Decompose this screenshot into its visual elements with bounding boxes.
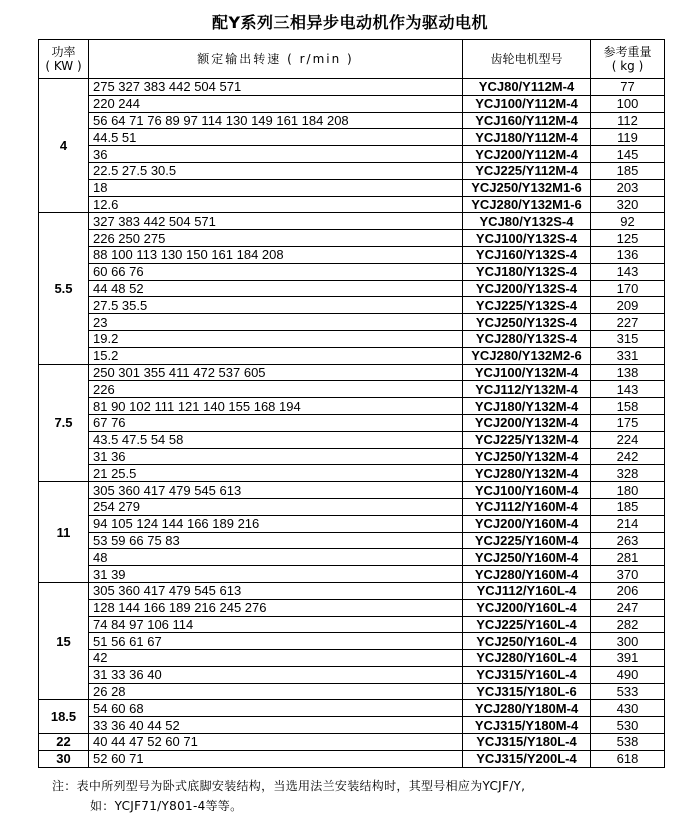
weight-cell: 175 [591,414,665,431]
table-row [39,146,665,163]
model-cell: YCJ180/Y112M-4 [463,129,591,146]
model-cell: YCJ280/Y132S-4 [463,330,591,347]
weight-cell: 618 [591,750,665,767]
table-row [39,431,665,448]
table-row [39,633,665,650]
table-row [39,515,665,532]
weight-cell: 206 [591,582,665,599]
weight-cell: 145 [591,146,665,163]
table-row [39,79,665,96]
model-cell: YCJ315/Y180M-4 [463,717,591,734]
model-cell: YCJ112/Y160M-4 [463,498,591,515]
speed-cell: 27.5 35.5 [89,297,463,314]
weight-cell: 533 [591,683,665,700]
model-cell: YCJ200/Y112M-4 [463,146,591,163]
model-cell: YCJ280/Y132M-4 [463,465,591,482]
table-row [39,129,665,146]
model-cell: YCJ250/Y132S-4 [463,314,591,331]
speed-cell: 94 105 124 144 166 189 216 [89,515,463,532]
table-row [39,465,665,482]
speed-cell: 305 360 417 479 545 613 [89,582,463,599]
table-row [39,280,665,297]
model-cell: YCJ200/Y160L-4 [463,599,591,616]
power-cell: 15 [39,582,89,700]
speed-cell: 51 56 61 67 [89,633,463,650]
table-row [39,650,665,667]
speed-cell: 31 39 [89,566,463,583]
speed-cell: 53 59 66 75 83 [89,532,463,549]
weight-cell: 180 [591,482,665,499]
model-cell: YCJ250/Y132M-4 [463,448,591,465]
table-row [39,532,665,549]
model-cell: YCJ315/Y180L-4 [463,734,591,751]
table-row [39,230,665,247]
table-body [39,79,665,768]
speed-cell: 36 [89,146,463,163]
weight-cell: 300 [591,633,665,650]
model-cell: YCJ315/Y200L-4 [463,750,591,767]
speed-cell: 44.5 51 [89,129,463,146]
model-cell: YCJ100/Y132S-4 [463,230,591,247]
speed-cell: 31 36 [89,448,463,465]
table-row [39,717,665,734]
weight-cell: 315 [591,330,665,347]
header-weight-label: 参考重量 [603,45,652,59]
table-row [39,666,665,683]
model-cell: YCJ250/Y160M-4 [463,549,591,566]
header-weight-unit: ( kg ) [611,59,644,73]
power-cell: 30 [39,750,89,767]
weight-cell: 328 [591,465,665,482]
model-cell: YCJ250/Y132M1-6 [463,179,591,196]
weight-cell: 136 [591,246,665,263]
weight-cell: 430 [591,700,665,717]
table-row [39,616,665,633]
footnote [52,776,692,816]
weight-cell: 247 [591,599,665,616]
model-cell: YCJ280/Y160L-4 [463,650,591,667]
weight-cell: 158 [591,398,665,415]
model-cell: YCJ225/Y160M-4 [463,532,591,549]
weight-cell: 138 [591,364,665,381]
table-row [39,566,665,583]
model-cell: YCJ112/Y160L-4 [463,582,591,599]
weight-cell: 530 [591,717,665,734]
weight-cell: 538 [591,734,665,751]
weight-cell: 281 [591,549,665,566]
table-row [39,381,665,398]
weight-cell: 170 [591,280,665,297]
weight-cell: 100 [591,95,665,112]
model-cell: YCJ250/Y160L-4 [463,633,591,650]
speed-cell: 56 64 71 76 89 97 114 130 149 161 184 208 [89,112,463,129]
table-row [39,347,665,364]
weight-cell: 320 [591,196,665,213]
power-cell: 7.5 [39,364,89,482]
model-cell: YCJ112/Y132M-4 [463,381,591,398]
weight-cell: 125 [591,230,665,247]
table-row [39,683,665,700]
model-cell: YCJ200/Y132S-4 [463,280,591,297]
table-row [39,498,665,515]
header-weight [591,40,665,79]
speed-cell: 22.5 27.5 30.5 [89,162,463,179]
weight-cell: 227 [591,314,665,331]
model-cell: YCJ315/Y180L-6 [463,683,591,700]
weight-cell: 282 [591,616,665,633]
speed-cell: 18 [89,179,463,196]
speed-cell: 128 144 166 189 216 245 276 [89,599,463,616]
table-row [39,314,665,331]
speed-cell: 33 36 40 44 52 [89,717,463,734]
table-row [39,549,665,566]
speed-cell: 81 90 102 111 121 140 155 168 194 [89,398,463,415]
speed-cell: 275 327 383 442 504 571 [89,79,463,96]
speed-cell: 60 66 76 [89,263,463,280]
footnote-line-1: 注：表中所列型号为卧式底脚安装结构，当选用法兰安装结构时，其型号相应为YCJF/Y, [52,779,526,793]
model-cell: YCJ225/Y160L-4 [463,616,591,633]
weight-cell: 77 [591,79,665,96]
speed-cell: 26 28 [89,683,463,700]
weight-cell: 490 [591,666,665,683]
speed-cell: 67 76 [89,414,463,431]
speed-cell: 31 33 36 40 [89,666,463,683]
model-cell: YCJ180/Y132M-4 [463,398,591,415]
weight-cell: 143 [591,263,665,280]
page-title: 配Y系列三相异步电动机作为驱动电机 [211,13,489,32]
power-cell: 11 [39,482,89,583]
table-row [39,482,665,499]
speed-cell: 23 [89,314,463,331]
speed-cell: 43.5 47.5 54 58 [89,431,463,448]
table-row [39,213,665,230]
header-power [39,40,89,79]
speed-cell: 250 301 355 411 472 537 605 [89,364,463,381]
speed-cell: 12.6 [89,196,463,213]
model-cell: YCJ180/Y132S-4 [463,263,591,280]
table-row [39,582,665,599]
weight-cell: 92 [591,213,665,230]
speed-cell: 305 360 417 479 545 613 [89,482,463,499]
model-cell: YCJ225/Y112M-4 [463,162,591,179]
model-cell: YCJ280/Y160M-4 [463,566,591,583]
speed-cell: 88 100 113 130 150 161 184 208 [89,246,463,263]
weight-cell: 209 [591,297,665,314]
weight-cell: 143 [591,381,665,398]
footnote-line-2: 如：YCJF71/Y801-4等等。 [90,799,243,813]
table-row [39,162,665,179]
speed-cell: 52 60 71 [89,750,463,767]
model-cell: YCJ225/Y132S-4 [463,297,591,314]
weight-cell: 263 [591,532,665,549]
table-row [39,330,665,347]
table-row [39,750,665,767]
motor-spec-table [38,39,665,768]
speed-cell: 42 [89,650,463,667]
weight-cell: 185 [591,162,665,179]
speed-cell: 19.2 [89,330,463,347]
weight-cell: 214 [591,515,665,532]
weight-cell: 185 [591,498,665,515]
model-cell: YCJ100/Y132M-4 [463,364,591,381]
model-cell: YCJ200/Y132M-4 [463,414,591,431]
speed-cell: 44 48 52 [89,280,463,297]
header-power-unit: ( KW ) [45,59,82,73]
speed-cell: 74 84 97 106 114 [89,616,463,633]
table-row [39,700,665,717]
weight-cell: 391 [591,650,665,667]
model-cell: YCJ280/Y132M2-6 [463,347,591,364]
speed-cell: 15.2 [89,347,463,364]
table-row [39,364,665,381]
speed-cell: 226 [89,381,463,398]
table-header-row [39,40,665,79]
weight-cell: 203 [591,179,665,196]
power-cell: 5.5 [39,213,89,364]
weight-cell: 331 [591,347,665,364]
power-cell: 18.5 [39,700,89,734]
model-cell: YCJ80/Y112M-4 [463,79,591,96]
table-row [39,196,665,213]
model-cell: YCJ100/Y112M-4 [463,95,591,112]
model-cell: YCJ80/Y132S-4 [463,213,591,230]
speed-cell: 21 25.5 [89,465,463,482]
weight-cell: 370 [591,566,665,583]
speed-cell: 220 244 [89,95,463,112]
speed-cell: 254 279 [89,498,463,515]
table-row [39,95,665,112]
speed-cell: 48 [89,549,463,566]
table-row [39,599,665,616]
table-row [39,246,665,263]
speed-cell: 54 60 68 [89,700,463,717]
table-row [39,112,665,129]
model-cell: YCJ200/Y160M-4 [463,515,591,532]
table-row [39,414,665,431]
model-cell: YCJ160/Y112M-4 [463,112,591,129]
model-cell: YCJ100/Y160M-4 [463,482,591,499]
model-cell: YCJ315/Y160L-4 [463,666,591,683]
weight-cell: 224 [591,431,665,448]
model-cell: YCJ225/Y132M-4 [463,431,591,448]
table-row [39,179,665,196]
weight-cell: 112 [591,112,665,129]
model-cell: YCJ280/Y132M1-6 [463,196,591,213]
table-row [39,734,665,751]
table-row [39,297,665,314]
model-cell: YCJ280/Y180M-4 [463,700,591,717]
header-speed: 额定输出转速 ( r/min ) [89,40,463,79]
weight-cell: 119 [591,129,665,146]
speed-cell: 327 383 442 504 571 [89,213,463,230]
table-row [39,398,665,415]
table-row [39,448,665,465]
power-cell: 22 [39,734,89,751]
speed-cell: 40 44 47 52 60 71 [89,734,463,751]
header-power-label: 功率 [51,45,76,59]
weight-cell: 242 [591,448,665,465]
header-model: 齿轮电机型号 [463,40,591,79]
table-row [39,263,665,280]
model-cell: YCJ160/Y132S-4 [463,246,591,263]
power-cell: 4 [39,79,89,213]
speed-cell: 226 250 275 [89,230,463,247]
